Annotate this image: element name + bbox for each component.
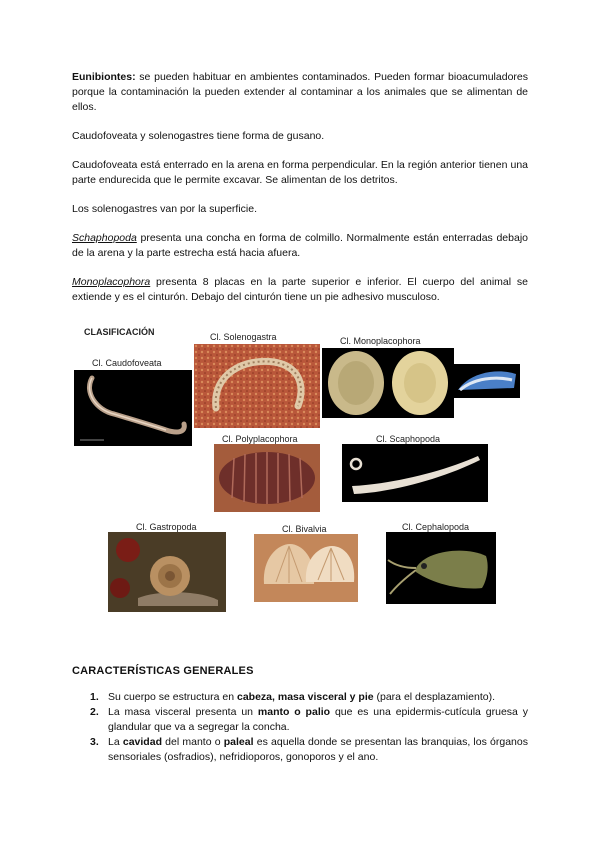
label-cephalopoda: Cl. Cephalopoda <box>402 522 470 532</box>
paragraph-caudofoveata: Caudofoveata está enterrado en la arena en forma perpendicular. En la región anterior tienen una parte endurecida que le permite excavar. Se alimentan de los detritos. <box>72 159 528 186</box>
photo-gastropoda <box>108 532 226 612</box>
paragraph-schaphopoda: Schaphopoda presenta una concha en forma de colmillo. Normalmente están enterradas debajo de la arena y la parte estrecha está hacia afuera. <box>72 232 528 259</box>
photo-monoplacophora-side <box>454 364 520 398</box>
photo-solenogastra <box>194 344 320 428</box>
paragraph-monoplacophora: Monoplacophora presenta 8 placas en la parte superior e inferior. El cuerpo del animal se extiende y es el cinturón. Debajo del cinturón tiene un pie adhesivo musculoso. <box>72 276 528 303</box>
photo-monoplacophora <box>322 348 454 418</box>
characteristics-list <box>72 690 528 765</box>
term-schaphopoda: Schaphopoda <box>72 232 137 244</box>
paragraph-caudo-soleno: Caudofoveata y solenogastres tiene forma de gusano. <box>72 130 325 142</box>
label-caudofoveata: Cl. Caudofoveata <box>92 358 162 368</box>
label-gastropoda: Cl. Gastropoda <box>136 522 197 532</box>
term-eunibiontes: Eunibiontes: <box>72 71 136 83</box>
label-scaphopoda: Cl. Scaphopoda <box>376 434 441 444</box>
figure-title: CLASIFICACIÓN <box>84 327 155 337</box>
section-title: CARACTERÍSTICAS GENERALES <box>72 665 254 677</box>
classification-figure <box>72 320 528 616</box>
photo-scaphopoda <box>342 444 488 502</box>
label-polyplacophora: Cl. Polyplacophora <box>222 434 298 444</box>
list-item: 1. Su cuerpo se estructura en cabeza, masa visceral y pie (para el desplazamiento). <box>90 691 495 703</box>
photo-polyplacophora <box>214 444 320 512</box>
term-monoplacophora: Monoplacophora <box>72 276 151 288</box>
list-item: 3. La cavidad del manto o paleal es aquella donde se presentan las branquias, los órganos sensoriales (osfradios), nefridioporos, gonoporos y el ano. <box>90 736 528 763</box>
label-solenogastra: Cl. Solenogastra <box>210 332 277 342</box>
list-item: 2. La masa visceral presenta un manto o palio que es una epidermis-cutícula gruesa y glandular que va a segregar la concha. <box>90 706 529 733</box>
photo-cephalopoda <box>386 532 496 604</box>
photo-bivalvia <box>254 534 358 602</box>
photo-caudofoveata <box>74 370 192 446</box>
paragraph-solenogastres: Los solenogastres van por la superficie. <box>72 203 258 215</box>
label-bivalvia: Cl. Bivalvia <box>282 524 327 534</box>
document-body <box>72 70 528 319</box>
paragraph-eunibiontes: Eunibiontes: se pueden habituar en ambientes contaminados. Pueden formar bioacumuladores porque la contaminación la pueden extender al contaminar a los animales que se alimentan de ellos. <box>72 71 528 113</box>
label-monoplacophora: Cl. Monoplacophora <box>340 336 421 346</box>
